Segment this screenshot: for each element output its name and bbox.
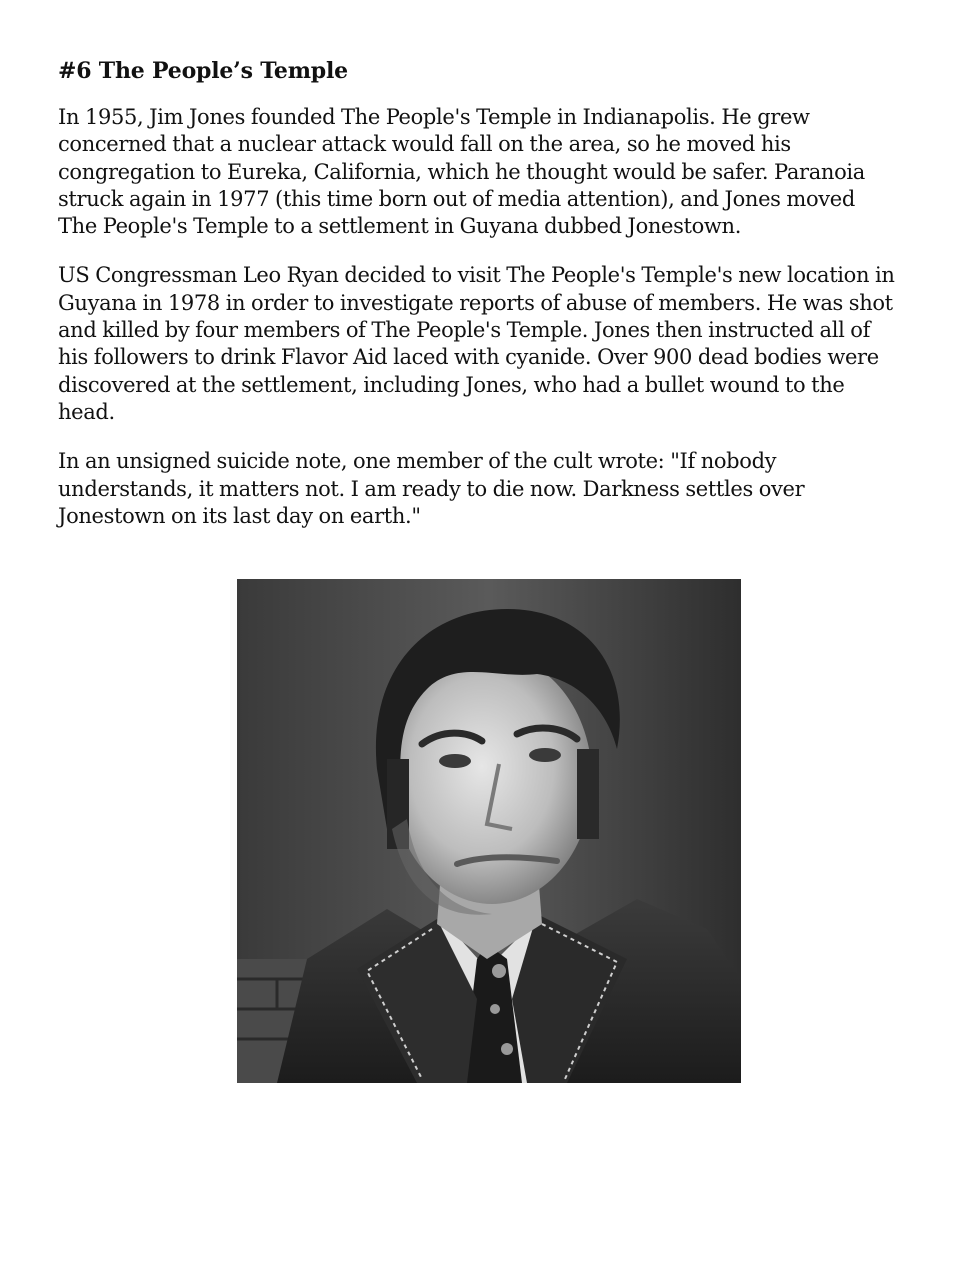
- portrait-image: [237, 579, 741, 1083]
- paragraph-line: In 1955, Jim Jones founded The People's Temple in Indianapolis. He grew: [58, 105, 810, 129]
- portrait-photo: [237, 579, 741, 1083]
- article-heading: #6 The People’s Temple: [58, 58, 348, 84]
- paragraph-line: In an unsigned suicide note, one member of the cult wrote: "If nobody: [58, 449, 777, 474]
- paragraph-line: US Congressman Leo Ryan decided to visit The People's Temple's new location in: [58, 263, 895, 288]
- paragraph-line: understands, it matters not. I am ready to die now. Darkness settles over: [58, 476, 805, 501]
- article: [58, 56, 928, 552]
- paragraph-3: [58, 448, 928, 530]
- paragraph-line: head.: [58, 399, 115, 424]
- paragraph-line: concerned that a nuclear attack would fall on the area, so he moved his: [58, 132, 791, 157]
- paragraph-line: Jonestown on its last day on earth.": [58, 503, 421, 528]
- paragraph-line: The People's Temple to a settlement in Guyana dubbed Jonestown.: [58, 214, 742, 239]
- paragraph-1: [58, 104, 928, 240]
- paragraph-line: Guyana in 1978 in order to investigate reports of abuse of members. He was shot: [58, 290, 893, 315]
- paragraph-2: [58, 262, 928, 426]
- paragraph-line: his followers to drink Flavor Aid laced with cyanide. Over 900 dead bodies were: [58, 345, 879, 370]
- paragraph-line: discovered at the settlement, including Jones, who had a bullet wound to the: [58, 372, 845, 397]
- paragraph-line: congregation to Eureka, California, which he thought would be safer. Paranoia: [58, 159, 865, 184]
- paragraph-line: struck again in 1977 (this time born out of media attention), and Jones moved: [58, 186, 855, 211]
- paragraph-line: and killed by four members of The People's Temple. Jones then instructed all of: [58, 318, 871, 343]
